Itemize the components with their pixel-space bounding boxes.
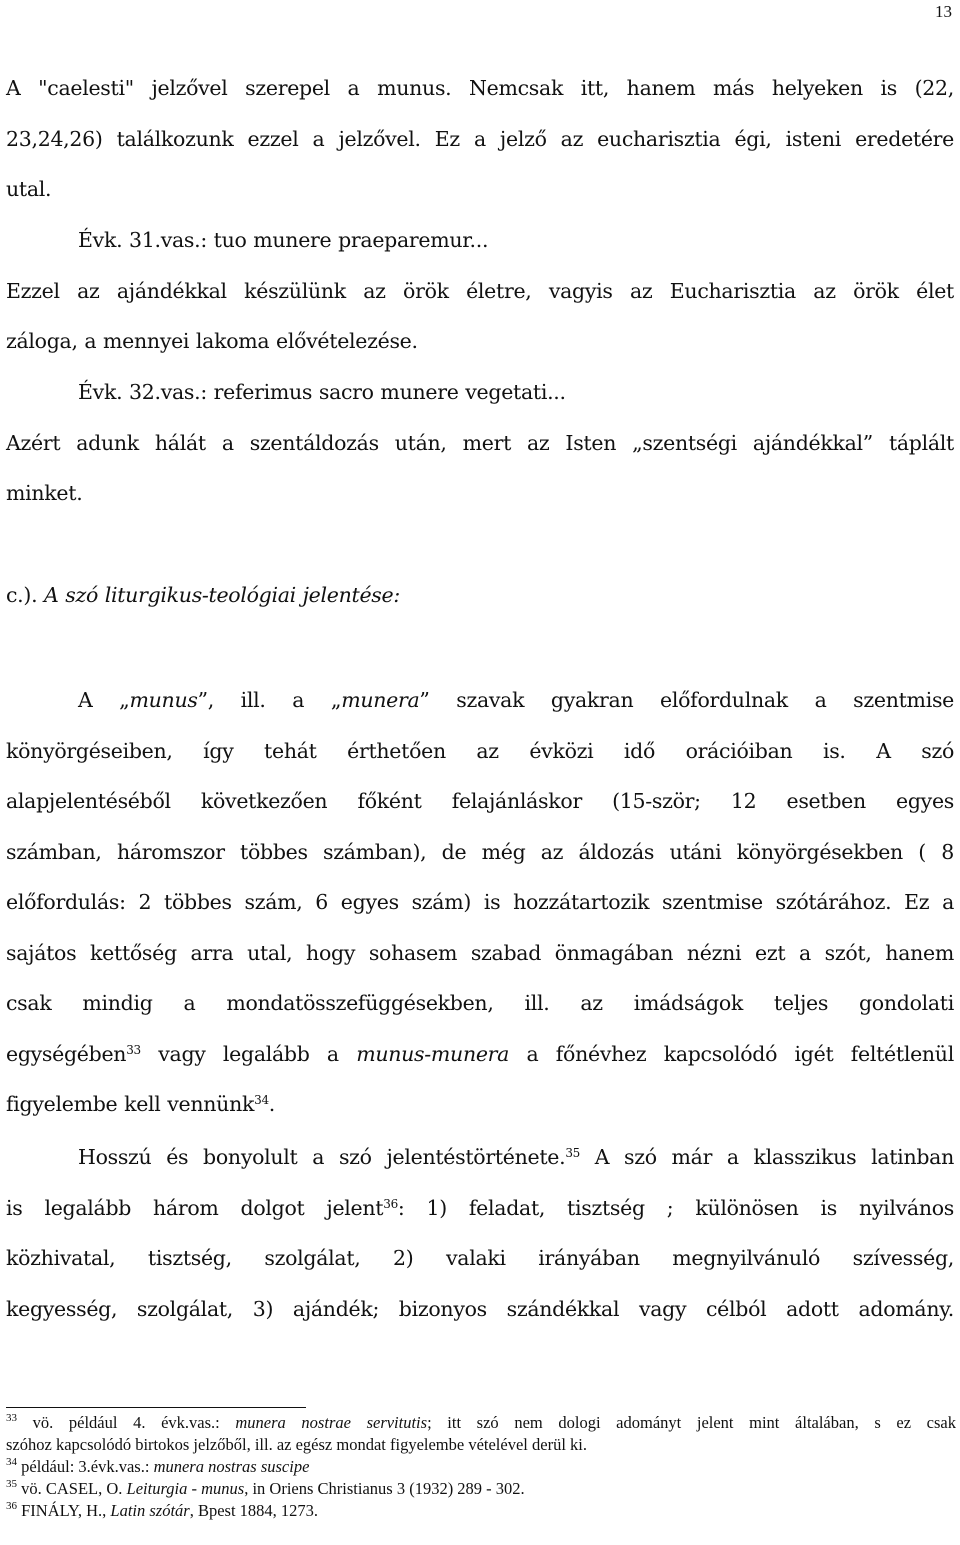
- text-line: záloga, a mennyei lakoma elővételezése.: [6, 329, 418, 353]
- footnote-ref-33[interactable]: 33: [126, 1042, 141, 1057]
- text-line: kegyesség, szolgálat, 3) ajándék; bizonyos szándékkal vagy célból adott adomány.: [6, 1296, 954, 1321]
- text-line: előfordulás: 2 többes szám, 6 egyes szám) is hozzátartozik szentmise szótárához. Ez a: [6, 890, 954, 914]
- section-number: c.).: [6, 583, 38, 607]
- text-line: Azért adunk hálát a szentáldozás után, mert az Isten „szentségi ajándékkal” táplált: [6, 430, 954, 455]
- page-number: 13: [935, 2, 952, 21]
- footnote-ref-35[interactable]: 35: [565, 1146, 580, 1160]
- evk-31-block: [6, 215, 954, 367]
- text-line: minket.: [6, 481, 83, 505]
- text-line: közhivatal, tisztség, szolgálat, 2) valaki irányában megnyilvánuló szívesség,: [6, 1246, 954, 1270]
- footnote-divider: [6, 1407, 306, 1408]
- footnote-36: $^{36}$ FINÁLY, H., Latin szótár, Bpest 1884, 1273.: [6, 1500, 319, 1520]
- footnote-33: $^{33}$ vö. például 4. évk.vas.: munera nostrae servitutis; itt szó nem dologi adományt jelent mint általában, s ez csak: [6, 1412, 956, 1432]
- evk-31-reference: Évk. 31.vas.: tuo munere praeparemur...: [78, 228, 489, 252]
- section-heading: [6, 570, 954, 621]
- footnote-ref-36[interactable]: 36: [383, 1196, 398, 1211]
- footnote-ref-34[interactable]: 34: [254, 1093, 269, 1107]
- text-line: is legalább három dolgot jelent$^{36}$: 1) feladat, tisztség ; különösen is nyilvános: [6, 1195, 955, 1220]
- section-title: A szó liturgikus-teológiai jelentése:: [44, 583, 400, 607]
- text-line: figyelembe kell vennünk$^{34}$.: [6, 1092, 275, 1116]
- text-line: egységében$^{33}$ vagy legalább a munus-munera a főnévhez kapcsolódó igét feltétlenül: [6, 1041, 954, 1066]
- paragraph-caelesti: [6, 63, 954, 215]
- text-line: A „munus”, ill. a „munera” szavak gyakran előfordulnak a szentmise: [78, 688, 955, 712]
- text-line: Hosszú és bonyolult a szó jelentéstörténete.$^{35}$ A szó már a klasszikus latinban: [78, 1145, 954, 1169]
- paragraph-munus: [6, 675, 954, 1130]
- text-line: A "caelesti" jelzővel szerepel a munus. Nemcsak itt, hanem más helyeken is (22,: [6, 76, 954, 100]
- text-line: 23,24,26) találkozunk ezzel a jelzővel. Ez a jelző az eucharisztia égi, isteni eredetére: [6, 126, 954, 151]
- text-line: számban, háromszor többes számban), de még az áldozás utáni könyörgésekben ( 8: [6, 839, 954, 864]
- footnote-33-cont: szóhoz kapcsolódó birtokos jelzőből, ill. az egész mondat figyelembe vételével derül ki.: [6, 1435, 587, 1454]
- text-line: sajátos kettőség arra utal, hogy sohasem szabad önmagában nézni ezt a szót, hanem: [6, 940, 954, 965]
- text-line: könyörgéseiben, így tehát érthetően az évközi idő orációiban is. A szó: [6, 738, 954, 763]
- evk-32-block: [6, 367, 954, 519]
- footnote-34: $^{34}$ például: 3.évk.vas.: munera nostras suscipe: [6, 1456, 310, 1476]
- text-line: utal.: [6, 177, 52, 201]
- footnotes: [6, 1412, 956, 1522]
- evk-32-reference: Évk. 32.vas.: referimus sacro munere vegetati...: [78, 380, 566, 404]
- paragraph-history: [6, 1132, 954, 1334]
- text-line: Ezzel az ajándékkal készülünk az örök életre, vagyis az Eucharisztia az örök élet: [6, 278, 954, 303]
- text-line: alapjelentéséből következően főként felajánláskor (15-ször; 12 esetben egyes: [6, 789, 954, 813]
- footnote-35: $^{35}$ vö. CASEL, O. Leiturgia - munus, in Oriens Christianus 3 (1932) 289 - 302.: [6, 1478, 525, 1498]
- text-line: csak mindig a mondatösszefüggésekben, ill. az imádságok teljes gondolati: [6, 991, 954, 1015]
